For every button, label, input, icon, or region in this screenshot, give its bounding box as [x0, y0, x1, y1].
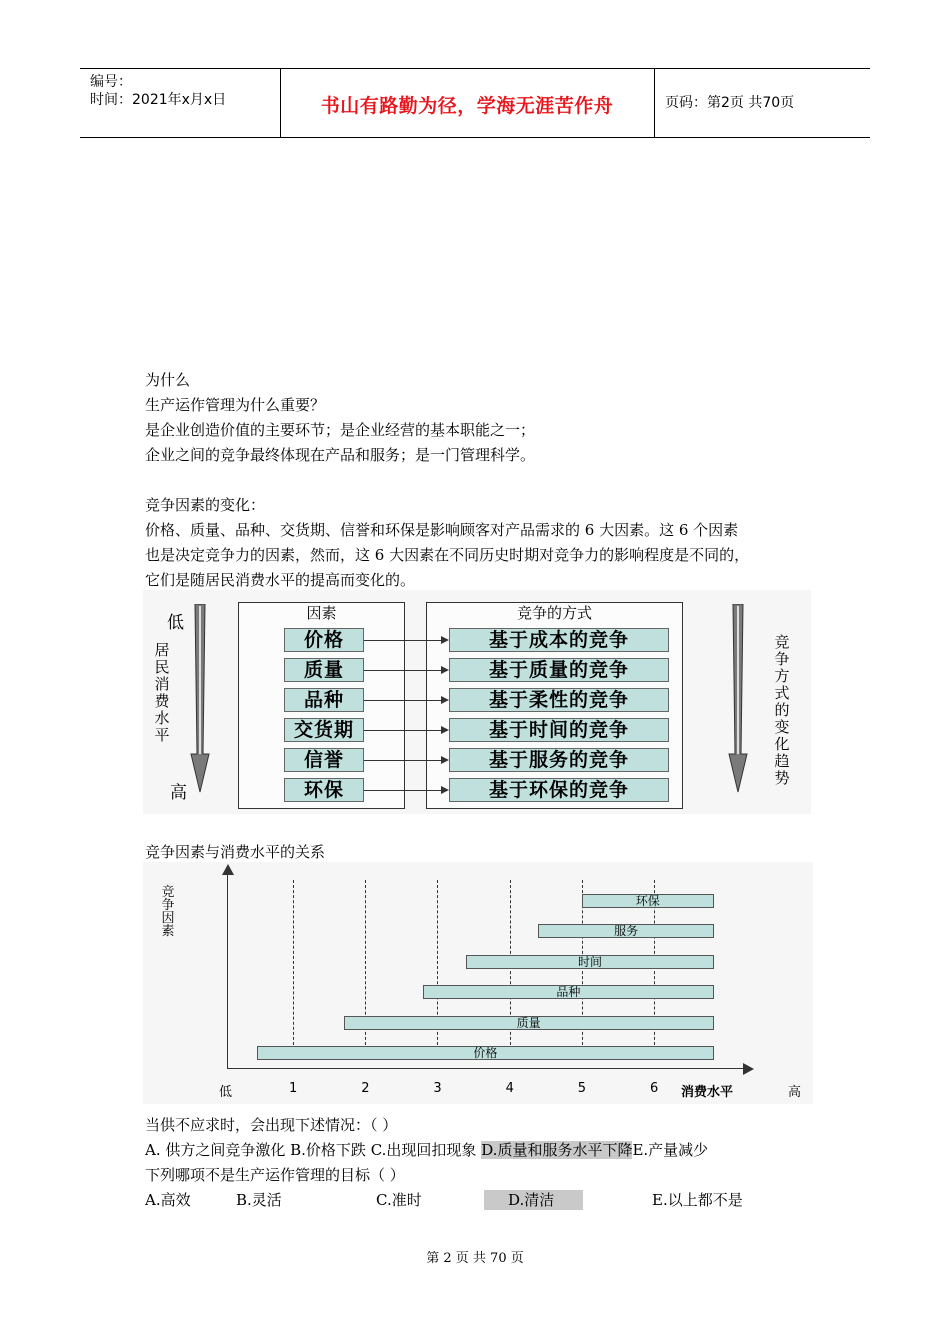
body-line-3: 是企业创造价值的主要环节；是企业经营的基本职能之一； — [145, 421, 536, 439]
right-vertical-char: 势 — [774, 769, 790, 787]
factor-arrow-line — [364, 730, 443, 731]
x-axis-arrow — [743, 1062, 755, 1076]
factor-pill: 价格 — [284, 628, 364, 652]
right-vertical-char: 竞 — [774, 633, 790, 651]
x-axis-low: 低 — [219, 1085, 233, 1100]
x-axis-label: 消费水平 — [681, 1085, 734, 1100]
factor-arrow-line — [364, 670, 443, 671]
x-tick-label: 1 — [289, 1081, 298, 1096]
factor-arrow-line — [364, 700, 443, 701]
factor-pill: 质量 — [284, 658, 364, 682]
left-down-arrow — [189, 604, 211, 794]
page-header — [80, 68, 870, 138]
factor-pill: 信誉 — [284, 748, 364, 772]
q2-option-d-highlighted: D.清洁 — [484, 1190, 583, 1210]
factor-arrow-line — [364, 760, 443, 761]
method-pill: 基于成本的竞争 — [449, 628, 669, 652]
paragraph-line-2: 也是决定竞争力的因素，然而，这 6 大因素在不同历史时期对竞争力的影响程度是不同的， — [145, 546, 750, 564]
q1-option-e: E.产量减少 — [632, 1141, 709, 1159]
x-tick-label: 3 — [433, 1081, 442, 1096]
arrow-head — [441, 786, 449, 794]
left-vertical-char: 消 — [154, 675, 170, 693]
gridline — [293, 880, 294, 1050]
factor-bar: 环保 — [582, 894, 714, 908]
y-axis — [227, 872, 228, 1068]
factors-title: 因素 — [306, 604, 337, 622]
left-vertical-char: 费 — [154, 692, 170, 710]
method-pill: 基于环保的竞争 — [449, 778, 669, 802]
right-vertical-char: 的 — [774, 701, 790, 719]
left-vertical-char: 民 — [154, 658, 170, 676]
body-line-2: 生产运作管理为什么重要？ — [145, 396, 326, 414]
right-vertical-char: 趋 — [774, 752, 790, 770]
arrow-head — [441, 636, 449, 644]
method-pill: 基于时间的竞争 — [449, 718, 669, 742]
left-vertical-char: 水 — [154, 709, 170, 727]
left-vertical-char: 平 — [154, 726, 170, 744]
q2-option-a: A.高效 — [145, 1191, 191, 1209]
factor-arrow-line — [364, 640, 443, 641]
method-pill: 基于柔性的竞争 — [449, 688, 669, 712]
page-footer: 第 2 页 共 70 页 — [426, 1251, 524, 1266]
factor-level-chart — [143, 862, 813, 1104]
factor-pill: 环保 — [284, 778, 364, 802]
y-label-char: 因 — [161, 911, 175, 926]
y-label-char: 争 — [161, 898, 175, 913]
arrow-head — [441, 726, 449, 734]
header-time: 时间：2021年x月x日 — [90, 92, 227, 108]
factor-bar: 品种 — [423, 985, 714, 999]
paragraph-line-1: 价格、质量、品种、交货期、信誉和环保是影响顾客对产品需求的 6 大因素。这 6 个因素 — [145, 521, 739, 539]
x-tick-label: 2 — [361, 1081, 370, 1096]
q2-option-c: C.准时 — [376, 1191, 422, 1209]
left-vertical-char: 居 — [154, 641, 170, 659]
label-high: 高 — [170, 783, 187, 803]
q1-option-d-highlighted: D.质量和服务水平下降 — [481, 1141, 633, 1159]
factor-bar: 服务 — [538, 924, 713, 938]
factor-arrow-line — [364, 790, 443, 791]
competition-factors-diagram — [143, 590, 811, 814]
header-number: 编号： — [90, 74, 132, 90]
right-vertical-char: 方 — [774, 667, 790, 685]
body-line-1: 为什么 — [145, 371, 191, 389]
header-page-number: 页码：第2页 共70页 — [665, 95, 795, 111]
label-low: 低 — [167, 613, 184, 633]
header-page-cell — [655, 69, 870, 137]
method-pill: 基于质量的竞争 — [449, 658, 669, 682]
right-down-arrow — [727, 604, 749, 794]
factor-bar: 质量 — [344, 1016, 714, 1030]
arrow-head — [441, 696, 449, 704]
y-axis-arrow — [221, 864, 235, 876]
q2-option-b: B.灵活 — [236, 1191, 282, 1209]
body-line-4: 企业之间的竞争最终体现在产品和服务；是一门管理科学。 — [145, 446, 536, 464]
x-tick-label: 5 — [577, 1081, 587, 1096]
figure2-caption: 竞争因素与消费水平的关系 — [145, 843, 326, 861]
question-2: 下列哪项不是生产运作管理的目标（ ） — [145, 1166, 405, 1184]
x-tick-label: 6 — [650, 1081, 659, 1096]
header-meta-cell — [80, 69, 281, 137]
methods-title: 竞争的方式 — [516, 604, 592, 622]
arrow-head — [441, 666, 449, 674]
question-1-options — [145, 1140, 708, 1160]
header-motto-cell — [280, 69, 655, 137]
question-1: 当供不应求时，会出现下述情况：（ ） — [145, 1116, 398, 1134]
paragraph-line-3: 它们是随居民消费水平的提高而变化的。 — [145, 571, 416, 589]
section-title: 竞争因素的变化： — [145, 496, 266, 514]
right-vertical-char: 式 — [774, 684, 790, 702]
factor-bar: 时间 — [466, 955, 713, 969]
method-pill: 基于服务的竞争 — [449, 748, 669, 772]
q2-option-e: E.以上都不是 — [652, 1191, 743, 1209]
arrow-head — [441, 756, 449, 764]
right-vertical-char: 变 — [774, 718, 790, 736]
q1-options-abc: A. 供方之间竞争激化 B.价格下跌 C.出现回扣现象 — [145, 1141, 482, 1159]
x-axis — [227, 1068, 747, 1069]
x-axis-high: 高 — [788, 1085, 802, 1100]
y-label-char: 素 — [161, 924, 175, 939]
x-tick-label: 4 — [505, 1081, 514, 1096]
right-vertical-char: 化 — [774, 735, 790, 753]
factor-bar: 价格 — [257, 1046, 714, 1060]
factor-pill: 品种 — [284, 688, 364, 712]
y-label-char: 竞 — [161, 885, 175, 900]
right-vertical-char: 争 — [774, 650, 790, 668]
header-motto: 书山有路勤为径，学海无涯苦作舟 — [320, 95, 614, 117]
factor-pill: 交货期 — [284, 718, 364, 742]
